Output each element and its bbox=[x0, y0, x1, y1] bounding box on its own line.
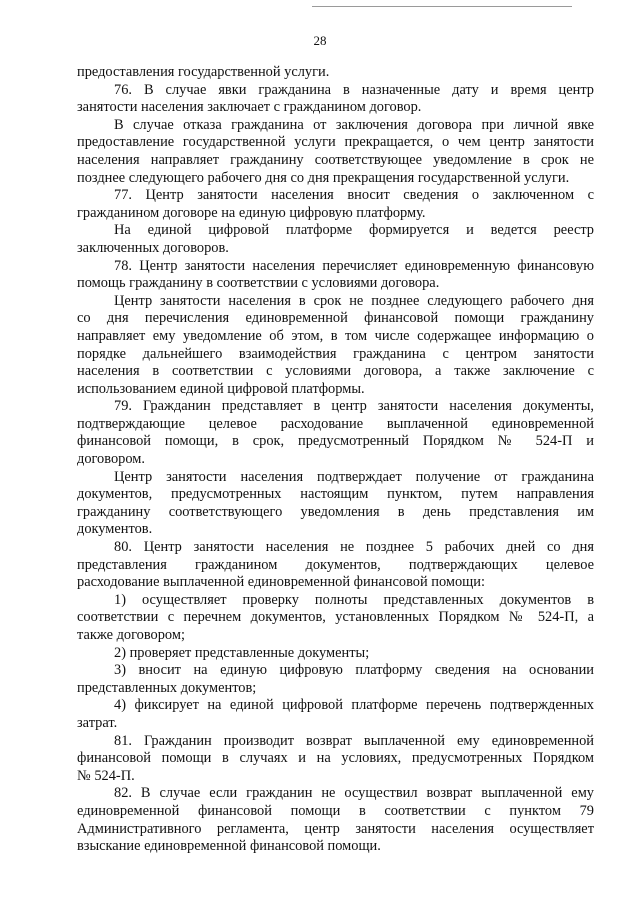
paragraph-line: 77. Центр занятости населения вносит сведения о заключенном с bbox=[114, 187, 594, 204]
paragraph bbox=[77, 64, 594, 82]
paragraph-line: предоставления государственной услуги. bbox=[77, 64, 330, 80]
paragraph-line: 3) вносит на единую цифровую платформу сведения на основании bbox=[114, 662, 594, 679]
paragraph-line: единовременной финансовой помощи в соответствии с пунктом 79 bbox=[77, 802, 594, 819]
paragraph-line: финансовой помощи в случаях и на условиях, предусмотренных Порядком bbox=[77, 750, 594, 767]
paragraph-line: Центр занятости населения подтверждает получение от гражданина bbox=[114, 468, 594, 485]
paragraph bbox=[77, 785, 594, 855]
paragraph bbox=[77, 697, 594, 732]
page-number: 28 bbox=[313, 33, 327, 48]
paragraph-line: 78. Центр занятости населения перечисляет единовременную финансовую bbox=[114, 257, 594, 274]
paragraph bbox=[77, 469, 594, 539]
paragraph-line: подтверждающие целевое расходование выплаченной единовременной bbox=[77, 415, 594, 432]
paragraph-line: № 524-П. bbox=[77, 767, 135, 784]
paragraph-line: 4) фиксирует на единой цифровой платформе перечень подтвержденных bbox=[114, 697, 594, 714]
paragraph-line: населения в соответствии с условиями договора, а также заключение с bbox=[77, 363, 594, 380]
paragraph-line: представленных документов; bbox=[77, 679, 257, 696]
paragraph-line: Центр занятости населения в срок не позднее следующего рабочего дня bbox=[114, 292, 594, 309]
paragraph-line: помощь гражданину в соответствии с условиями договора. bbox=[77, 275, 440, 292]
paragraph-line: использованием единой цифровой платформы. bbox=[77, 380, 365, 397]
paragraph bbox=[77, 258, 594, 293]
paragraph-line: 2) проверяет представленные документы; bbox=[114, 644, 370, 661]
paragraph-line: 79. Гражданин представляет в центр занятости населения документы, bbox=[114, 398, 594, 415]
document-body bbox=[77, 64, 594, 856]
paragraph-line: На единой цифровой платформе формируется и ведется реестр bbox=[114, 222, 594, 239]
paragraph-line: также договором; bbox=[77, 627, 185, 643]
paragraph bbox=[77, 187, 594, 222]
paragraph bbox=[77, 117, 594, 187]
paragraph-line: финансовой помощи, в срок, предусмотренный Порядком № 524-П и bbox=[77, 433, 594, 450]
paragraph-line: 81. Гражданин производит возврат выплаченной ему единовременной bbox=[114, 732, 594, 749]
paragraph-line: 76. В случае явки гражданина в назначенные дату и время центр bbox=[114, 81, 594, 98]
paragraph-line: представления гражданином документов, подтверждающих целевое bbox=[77, 556, 594, 573]
paragraph-line: документов. bbox=[77, 521, 153, 538]
paragraph-line: взыскание единовременной финансовой помощи. bbox=[77, 838, 381, 855]
top-rule bbox=[312, 6, 572, 7]
paragraph-line: занятости населения заключает с гражданином договор. bbox=[77, 99, 422, 116]
paragraph-line: соответствии с перечнем документов, установленных Порядком № 524-П, а bbox=[77, 609, 594, 626]
paragraph-line: населения направляет гражданину соответствующее уведомление в срок не bbox=[77, 151, 594, 168]
paragraph-line: документов, предусмотренных настоящим пунктом, путем направления bbox=[77, 486, 594, 503]
paragraph bbox=[77, 645, 594, 663]
paragraph-line: гражданином договоре на единую цифровую платформу. bbox=[77, 204, 426, 221]
paragraph bbox=[77, 398, 594, 468]
paragraph-line: В случае отказа гражданина от заключения договора при личной явке bbox=[114, 116, 594, 133]
paragraph bbox=[77, 733, 594, 786]
paragraph-line: гражданину соответствующего уведомления в день представления им bbox=[77, 503, 594, 520]
paragraph bbox=[77, 592, 594, 645]
paragraph bbox=[77, 82, 594, 117]
paragraph bbox=[77, 539, 594, 592]
paragraph bbox=[77, 662, 594, 697]
paragraph-line: затрат. bbox=[77, 714, 118, 731]
paragraph-line: расходование выплаченной единовременной финансовой помощи: bbox=[77, 574, 485, 591]
paragraph-line: 80. Центр занятости населения не позднее 5 рабочих дней со дня bbox=[114, 539, 594, 556]
paragraph-line: 82. В случае если гражданин не осуществил возврат выплаченной ему bbox=[114, 785, 594, 802]
paragraph-line: порядке дальнейшего взаимодействия гражданина с центром занятости bbox=[77, 345, 594, 362]
paragraph-line: предоставление государственной услуги прекращается, о чем центр занятости bbox=[77, 134, 594, 151]
paragraph bbox=[77, 293, 594, 399]
paragraph-line: со дня перечисления единовременной финансовой помощи гражданину bbox=[77, 310, 594, 327]
paragraph-line: 1) осуществляет проверку полноты представленных документов в bbox=[114, 591, 594, 608]
paragraph-line: направляет ему уведомление об этом, в том числе содержащее информацию о bbox=[77, 327, 594, 344]
paragraph bbox=[77, 222, 594, 257]
paragraph-line: позднее следующего рабочего дня со дня прекращения государственной услуги. bbox=[77, 169, 570, 186]
paragraph-line: заключенных договоров. bbox=[77, 239, 229, 256]
paragraph-line: договором. bbox=[77, 451, 145, 468]
paragraph-line: Административного регламента, центр занятости населения осуществляет bbox=[77, 820, 594, 837]
